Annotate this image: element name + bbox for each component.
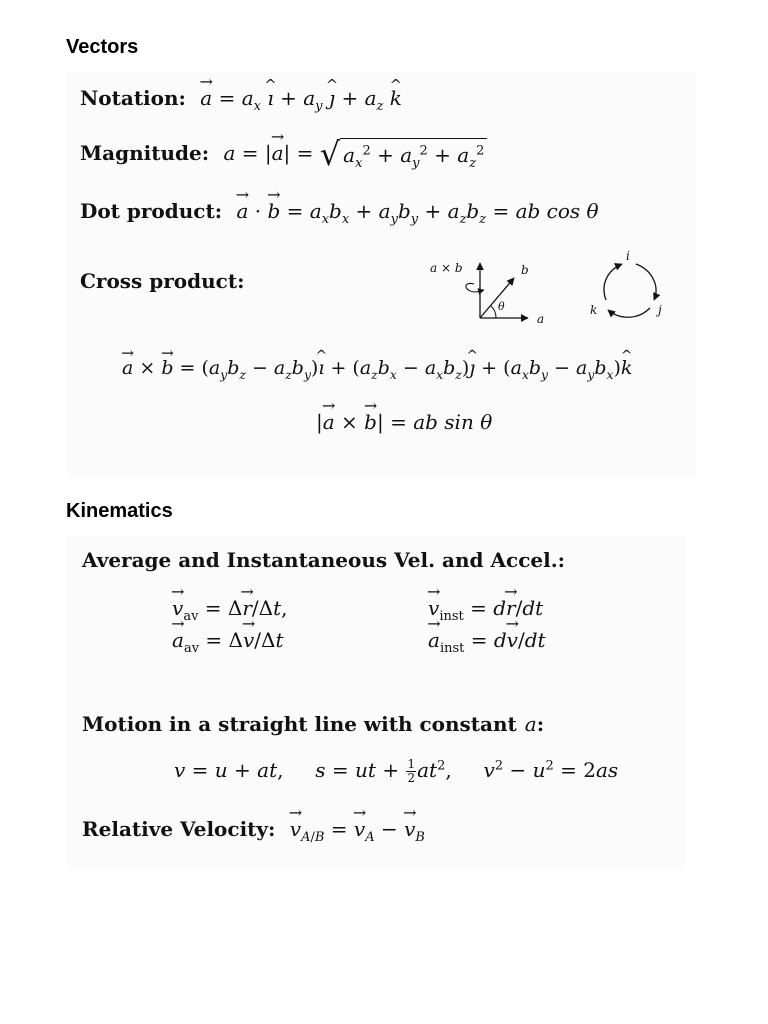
a-label: a <box>537 312 545 326</box>
avg-inst-title <box>82 548 573 572</box>
notation-formula: Notation: → $a = a_x$ ^ ı + $a_y$ ^ ȷ + $a_z$ ^ k <box>80 86 402 114</box>
magnitude-formula: Magnitude: a = |→ a| = √ $a_x^2 + a_y^2 + a_z^2$ <box>80 138 487 171</box>
motion-title-var: a <box>524 712 537 736</box>
dot-product-label: Dot product: <box>80 199 223 223</box>
kinematics-heading: Kinematics <box>66 500 173 522</box>
rotation-arrow <box>466 283 484 292</box>
notation-label: Notation: <box>80 86 186 110</box>
v-inst-formula: → $v_{inst} = d\to r/dt$ <box>428 596 543 624</box>
cross-product-magnitude-result: = ab sin θ <box>390 410 493 434</box>
axb-label: a × b <box>430 261 463 275</box>
dot-product-result: = ab cos θ <box>492 199 599 223</box>
relative-velocity-formula: Relative Velocity: → $v_{A/B}$ = → $v_A$ − → $v_B$ <box>82 817 425 845</box>
relative-velocity-label: Relative Velocity: <box>82 817 276 841</box>
motion-title-text: Motion in a straight line with constant <box>82 712 517 736</box>
theta-label: θ <box>498 300 505 313</box>
j-hat-label: j <box>658 303 662 317</box>
cross-product-label: Cross product: <box>80 269 245 293</box>
a-inst-formula: → $a_{inst} = d\to v/dt$ <box>428 628 546 656</box>
avg-inst-title-text: Average and Instantaneous Vel. and Accel.: <box>82 548 566 572</box>
k-hat-label: k <box>590 303 598 317</box>
b-arrow <box>480 278 514 318</box>
cycle-arrow-j-to-k <box>608 308 650 317</box>
cycle-arrow-k-to-i <box>604 264 622 300</box>
motion-title-colon: : <box>536 712 545 736</box>
a-avg-formula: → $a_{av} = \Delta\to v/\Delta t$ <box>172 628 284 656</box>
dot-product-formula: Dot product: → a · → $b = a_xb_x + a_yb_y + a_zb_z$ = ab cos θ <box>80 199 599 227</box>
cross-product-diagram <box>420 248 680 332</box>
magnitude-label: Magnitude: <box>80 141 210 165</box>
cross-product-expansion: → a × → $b = (a_yb_z$ − $a_zb_y)\^{}$ ı + ($a_zb_x$ − $a_xb_z)\^{}$ ȷ + ($a_xb_y$ − $a_yb_x)\^{}$ k <box>122 357 632 382</box>
v-avg-formula: → $v_{av} = \Delta\to r/\Delta t$, <box>172 596 288 624</box>
cycle-arrow-i-to-j <box>636 264 656 300</box>
cross-product-magnitude: |→ a × → b| = ab sin θ <box>316 410 492 434</box>
cross-product-heading <box>80 269 252 293</box>
motion-equations: v = u + at, s = ut + $\frac{1}{2}$ $at^2$, $v^2 - u^2 = 2as$ <box>174 757 619 785</box>
motion-title <box>82 712 552 736</box>
b-label: b <box>521 263 529 277</box>
i-hat-label: i <box>626 249 630 263</box>
theta-arc <box>491 306 496 318</box>
square-root: √ $a_x^2 + a_y^2 + a_z^2$ <box>320 138 488 171</box>
vectors-heading: Vectors <box>66 36 139 58</box>
